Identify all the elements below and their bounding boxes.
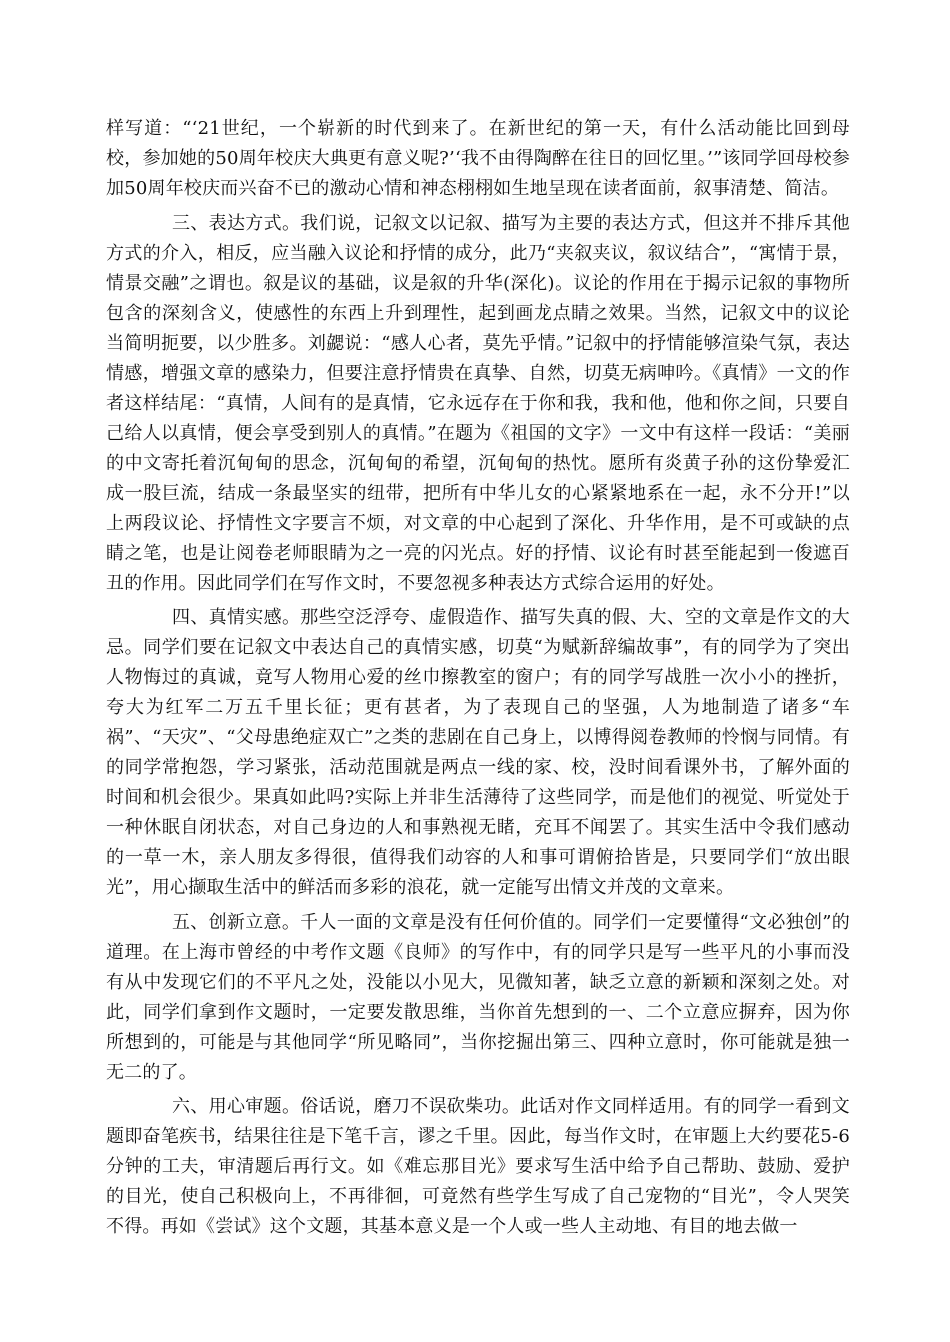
paragraph-careful-reading: 六、用心审题。俗话说，磨刀不误砍柴功。此话对作文同样适用。有的同学一看到文题即奋笔疾书，结果往往是下笔千言，谬之千里。因此，每当作文时，在审题上大约要花5-6分钟的工夫，审清题后再行文。如《难忘那目光》要求写生活中给予自己帮助、鼓励、爱护的目光，使自己积极向上，不再徘徊，可竟然有些学生写成了自己宠物的“目光”，令人哭笑不得。再如《尝试》这个文题，其基本意义是一个人或一些人主动地、有目的地去做一 xyxy=(106,1096,850,1237)
paragraph-genuine-feelings: 四、真情实感。那些空泛浮夸、虚假造作、描写失真的假、大、空的文章是作文的大忌。同学们要在记叙文中表达自己的真情实感，切莫“为赋新辞编故事”，有的同学为了突出人物悔过的真诚，竟写人物用心爱的丝巾擦教室的窗户；有的同学写战胜一次小小的挫折，夸大为红军二万五千里长征；更有甚者，为了表现自己的坚强，人为地制造了诸多“车祸”、“天灾”、“父母患绝症双亡”之类的悲剧在自己身上，以博得阅卷教师的怜悯与同情。有的同学常抱怨，学习紧张，活动范围就是两点一线的家、校，没时间看课外书，了解外面的时间和机会很少。果真如此吗?实际上并非生活薄待了这些同学，而是他们的视觉、听觉处于一种休眠自闭状态，对自己身边的人和事熟视无睹，充耳不闻罢了。其实生活中令我们感动的一草一木，亲人朋友多得很，值得我们动容的人和事可谓俯拾皆是，只要同学们“放出眼光”，用心撷取生活中的鲜活而多彩的浪花，就一定能写出情文并茂的文章来。 xyxy=(106,607,850,898)
paragraph-innovative-theme: 五、创新立意。千人一面的文章是没有任何价值的。同学们一定要懂得“文必独创”的道理。在上海市曾经的中考作文题《良师》的写作中，有的同学只是写一些平凡的小事而没有从中发现它们的不平凡之处，没能以小见大，见微知著，缺乏立意的新颖和深刻之处。对此，同学们拿到作文题时，一定要发散思维，当你首先想到的一、二个立意应摒弃，因为你所想到的，可能是与其他同学“所见略同”，当你挖掘出第三、四种立意时，你可能就是独一无二的了。 xyxy=(106,911,850,1083)
paragraph-expression-methods: 三、表达方式。我们说，记叙文以记叙、描写为主要的表达方式，但这并不排斥其他方式的介入，相反，应当融入议论和抒情的成分，此乃“夹叙夹议，叙议结合”，“寓情于景，情景交融”之谓也。叙是议的基础，议是叙的升华(深化)。议论的作用在于揭示记叙的事物所包含的深刻含义，使感性的东西上升到理性，起到画龙点睛之效果。当然，记叙文中的议论当简明扼要，以少胜多。刘勰说：“感人心者，莫先乎情。”记叙中的抒情能够渲染气氛，表达情感，增强文章的感染力，但要注意抒情贵在真挚、自然，切莫无病呻吟。《真情》一文的作者这样结尾：“真情，人间有的是真情，它永远存在于你和我，我和他，他和你之间，只要自己给人以真情，便会享受到别人的真情。”在题为《祖国的文字》一文中有这样一段话：“美丽的中文寄托着沉甸甸的思念，沉甸甸的希望，沉甸甸的热忱。愿所有炎黄子孙的这份挚爱汇成一股巨流，结成一条最坚实的纽带，把所有中华儿女的心紧紧地系在一起，永不分开!”以上两段议论、抒情性文字要言不烦，对文章的中心起到了深化、升华作用，是不可或缺的点睛之笔，也是让阅卷老师眼睛为之一亮的闪光点。好的抒情、议论有时甚至能起到一俊遮百丑的作用。因此同学们在写作文时，不要忽视多种表达方式综合运用的好处。 xyxy=(106,212,850,594)
paragraph-continuation: 样写道：“‘21世纪，一个崭新的时代到来了。在新世纪的第一天，有什么活动能比回到母校，参加她的50周年校庆大典更有意义呢?’‘我不由得陶醉在往日的回忆里。’”该同学回母校参加50周年校庆而兴奋不已的激动心情和神态栩栩如生地呈现在读者面前，叙事清楚、简洁。 xyxy=(106,118,850,199)
document-page xyxy=(106,114,850,1247)
